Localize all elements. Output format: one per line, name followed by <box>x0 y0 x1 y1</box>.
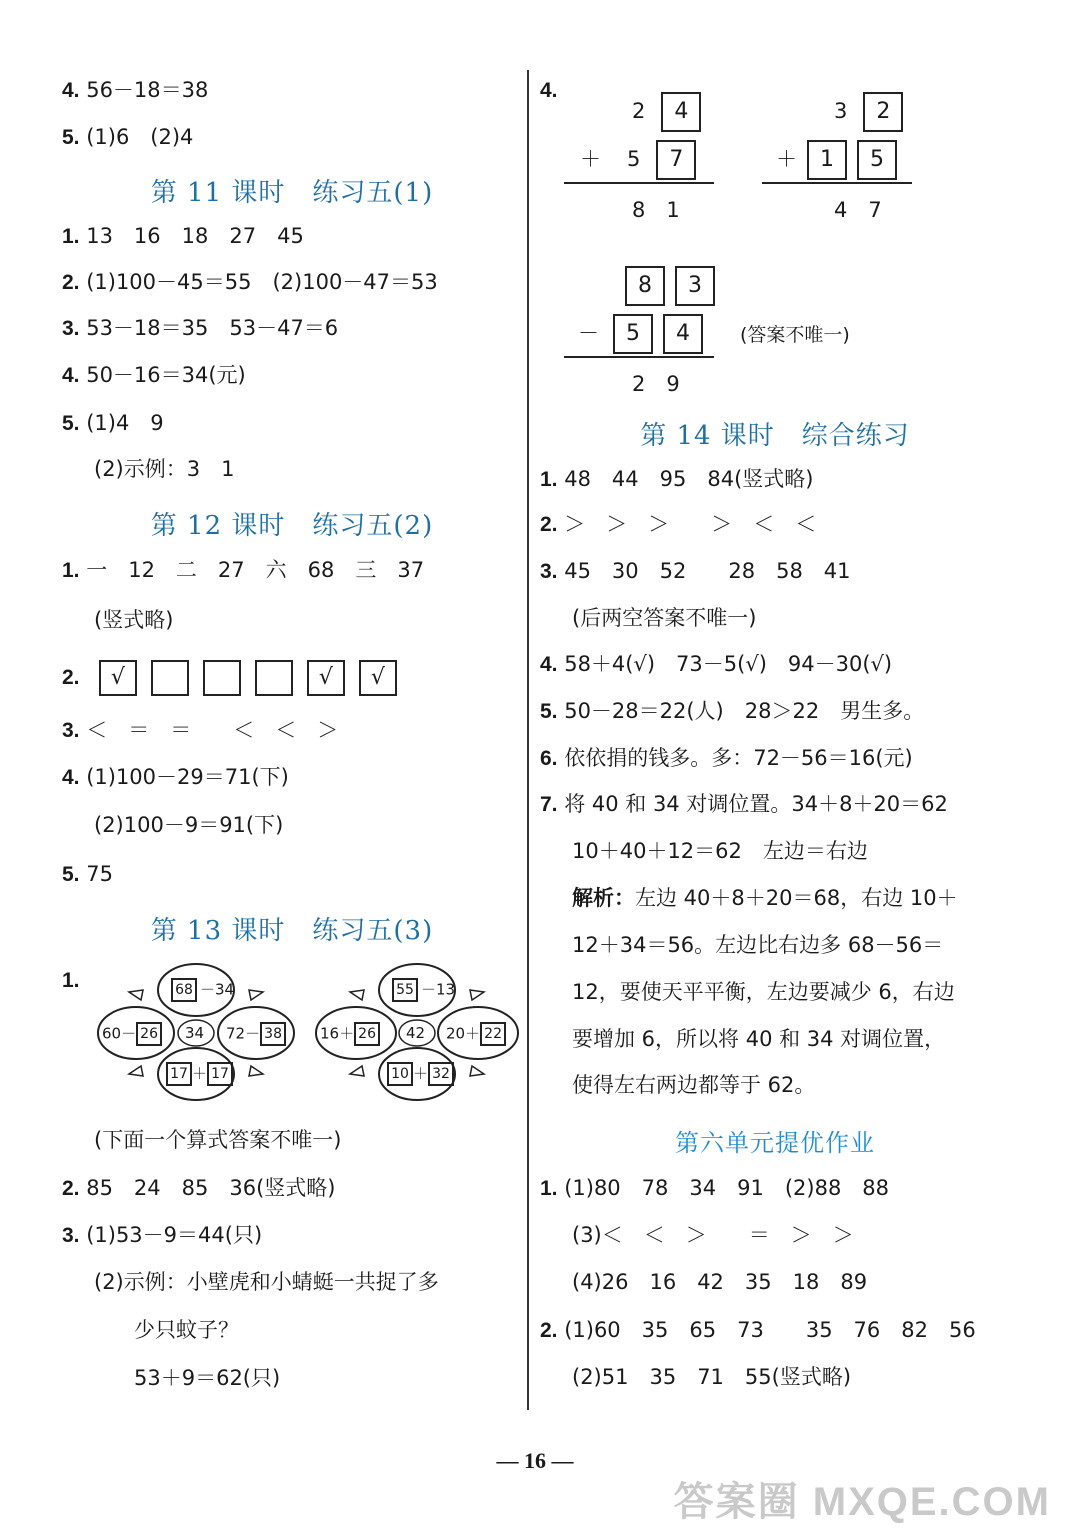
answer-line: 6. 依依捐的钱多。多：72－56＝16(元) <box>540 746 913 770</box>
leaf-left: 60－ 26 <box>102 1022 162 1046</box>
answer-line: 4. 56－18＝38 <box>62 78 209 102</box>
answer-line: (2)示例：小壁虎和小蜻蜓一共捉了多 <box>94 1270 439 1294</box>
analysis-line: 要增加 6，所以将 40 和 34 对调位置， <box>572 1027 946 1051</box>
section-title-lesson12: 第 12 课时 练习五(2) <box>150 511 434 541</box>
leaf-right: 20＋ 22 <box>446 1022 506 1046</box>
analysis-line: 12，要使天平平衡，左边要减少 6，右边 <box>572 980 955 1004</box>
analysis-line: 使得左右两边都等于 62。 <box>572 1073 816 1097</box>
watermark-text: 答案圈 MXQE.COM <box>673 1480 1051 1524</box>
leaf-diagram-1 <box>96 958 296 1108</box>
leaf-bottom: 17 ＋ 17 <box>166 1062 233 1086</box>
section-title-lesson11: 第 11 课时 练习五(1) <box>150 178 434 208</box>
column-divider <box>527 70 529 1410</box>
analysis-line: 解析：左边 40＋8＋20＝68，右边 10＋ <box>572 886 958 910</box>
answer-note: (竖式略) <box>94 608 174 632</box>
answer-line: 1. 13 16 18 27 45 <box>62 224 304 248</box>
answer-line: 2. (1)100－45＝55 (2)100－47＝53 <box>62 270 438 294</box>
watermark-logo <box>674 1480 1051 1524</box>
vertical-subtraction: 8 3 － 5 4 (答案不唯一) 2 9 <box>564 262 964 402</box>
sum-line <box>564 182 714 184</box>
answer-note: (后两空答案不唯一) <box>572 606 757 630</box>
answer-checkbox: √ <box>359 660 397 696</box>
answer-checkbox <box>255 660 293 696</box>
leaf-center: 34 <box>185 1024 205 1042</box>
checkbox-row: 2. √ √ √ <box>62 660 411 696</box>
answer-line: 53＋9＝62(只) <box>134 1366 281 1390</box>
answer-checkbox: √ <box>307 660 345 696</box>
leaf-left: 16＋ 26 <box>320 1022 380 1046</box>
answer-line: (2)51 35 71 55(竖式略) <box>572 1365 852 1389</box>
answer-line: 1. 一 12 二 27 六 68 三 37 <box>62 558 425 582</box>
page-number: — 16 — <box>496 1448 574 1473</box>
answer-line: 5. (1)4 9 <box>62 411 164 435</box>
answer-line: (2)100－9＝91(下) <box>94 813 284 837</box>
answer-line: 7. 将 40 和 34 对调位置。34＋8＋20＝62 <box>540 792 948 816</box>
answer-line: 3. 53－18＝35 53－47＝6 <box>62 316 339 340</box>
difference-line <box>564 356 714 358</box>
answer-line: (2)示例：3 1 <box>94 457 235 481</box>
question-number: 1. <box>62 969 80 992</box>
question-number: 4. <box>540 79 558 102</box>
answer-line: 5. 75 <box>62 862 113 886</box>
section-title-lesson14: 第 14 课时 综合练习 <box>640 421 910 451</box>
answer-line: 10＋40＋12＝62 左边＝右边 <box>572 839 868 863</box>
answer-line: 3. 45 30 52 28 58 41 <box>540 559 851 583</box>
answer-line: 1. 48 44 95 84(竖式略) <box>540 467 814 491</box>
answer-line: (4)26 16 42 35 18 89 <box>572 1270 868 1294</box>
answer-checkbox <box>151 660 189 696</box>
leaf-right: 72－ 38 <box>226 1022 286 1046</box>
section-title-unit6: 第六单元提优作业 <box>675 1129 875 1157</box>
leaf-center: 42 <box>406 1024 426 1042</box>
analysis-line: 12＋34＝56。左边比右边多 68－56＝ <box>572 933 944 957</box>
answer-line: 1. (1)80 78 34 91 (2)88 88 <box>540 1176 890 1200</box>
leaf-top: 55 －13 <box>389 978 455 1002</box>
answer-line: 4. 50－16＝34(元) <box>62 363 246 387</box>
answer-note: (下面一个算式答案不唯一) <box>94 1128 342 1152</box>
answer-line: 2. ＞ ＞ ＞ ＞ ＜ ＜ <box>540 512 817 536</box>
answer-line: 4. 58＋4(√) 73－5(√) 94－30(√) <box>540 652 893 676</box>
vertical-addition-2: 3 2 ＋ 1 5 4 7 <box>762 88 938 228</box>
section-title-lesson13: 第 13 课时 练习五(3) <box>150 916 434 946</box>
leaf-diagram-2 <box>312 958 522 1108</box>
leaf-top: 68 －34 <box>168 978 234 1002</box>
leaf-bottom: 10 ＋ 32 <box>387 1062 454 1086</box>
answer-line: 2. (1)60 35 65 73 35 76 82 56 <box>540 1318 976 1342</box>
vertical-addition-1: 2 4 ＋ 5 7 8 1 <box>564 88 740 228</box>
answer-line: 少只蚊子？ <box>134 1318 239 1342</box>
answer-line: 5. 50－28＝22(人) 28＞22 男生多。 <box>540 699 925 723</box>
answer-line: 2. 85 24 85 36(竖式略) <box>62 1176 336 1200</box>
answer-line: 4. (1)100－29＝71(下) <box>62 765 289 789</box>
answer-checkbox: √ <box>99 660 137 696</box>
answer-line: 3. (1)53－9＝44(只) <box>62 1223 263 1247</box>
sum-line <box>762 182 912 184</box>
answer-checkbox <box>203 660 241 696</box>
answer-line: (3)＜ ＜ ＞ ＝ ＞ ＞ <box>572 1223 854 1247</box>
answer-line: 5. (1)6 (2)4 <box>62 125 194 149</box>
answer-line: 3. ＜ ＝ ＝ ＜ ＜ ＞ <box>62 718 339 742</box>
answer-note: (答案不唯一) <box>740 324 850 346</box>
